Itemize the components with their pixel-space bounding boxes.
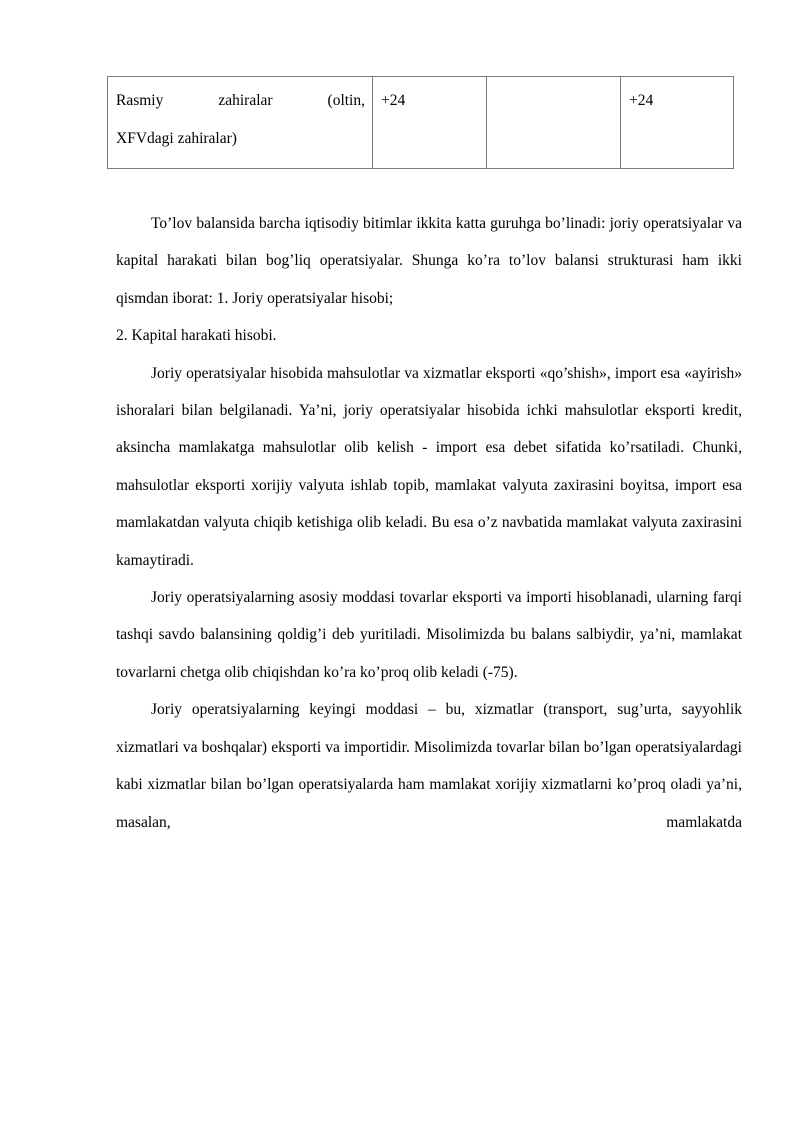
- row-label-line1: Rasmiy zahiralar (oltin,: [116, 92, 365, 109]
- cell-value-col2: +24: [381, 92, 406, 109]
- cell-value-col3: [487, 77, 620, 82]
- paragraph: Joriy operatsiyalar hisobida mahsulotlar va xizmatlar eksporti «qo’shish», import esa «ayirish» ishoralari bilan belgilanadi. Ya’ni, joriy operatsiyalar hisobida ichki mahsulotlar eksporti kredit, aksincha mamlakatga mahsulotlar olib kelish - import esa debet sifatida ko’rsatiladi. Chunki, mahsulotlar eksporti xorijiy valyuta ishlab topib, mamlakat valyuta zaxirasini boyitsa, import esa mamlakatdan valyuta chiqib ketishiga olib keladi. Bu esa o’z navbatida mamlakat valyuta zaxirasini kamaytiradi.: [116, 364, 742, 569]
- paragraph: 2. Kapital harakati hisobi.: [116, 327, 277, 345]
- table-cell-label: [108, 77, 373, 169]
- body-text: [116, 205, 742, 841]
- table-cell-value: [373, 77, 487, 169]
- table-cell-empty: [487, 77, 621, 169]
- cell-value-col4: +24: [629, 92, 654, 109]
- paragraph: Joriy operatsiyalarning asosiy moddasi tovarlar eksporti va importi hisoblanadi, ularning farqi tashqi savdo balansining qoldig’i deb yuritiladi. Misolimizda bu balans salbiydir, ya’ni, mamlakat tovarlarni chetga olib chiqishdan ko’ra ko’proq olib keladi (-75).: [116, 589, 742, 681]
- row-label-line2: XFVdagi zahiralar): [116, 130, 237, 147]
- table-cell-value: [621, 77, 734, 169]
- table-row: [108, 77, 734, 169]
- reserves-table: [107, 76, 734, 169]
- paragraph: Joriy operatsiyalarning keyingi moddasi – bu, xizmatlar (transport, sug’urta, sayyohlik xizmatlari va boshqalar) eksporti va importidir. Misolimizda tovarlar bilan bo’lgan operatsiyalardagi kabi xizmatlar bilan bo’lgan operatsiyalarda ham mamlakat xorijiy xizmatlarni ko’proq oladi ya’ni, masalan, mamlakatda: [116, 701, 742, 831]
- paragraph: To’lov balansida barcha iqtisodiy bitimlar ikkita katta guruhga bo’linadi: joriy operatsiyalar va kapital harakati bilan bog’liq operatsiyalar. Shunga ko’ra to’lov balansi strukturasi ham ikki qismdan iborat: 1. Joriy operatsiyalar hisobi;: [116, 215, 742, 307]
